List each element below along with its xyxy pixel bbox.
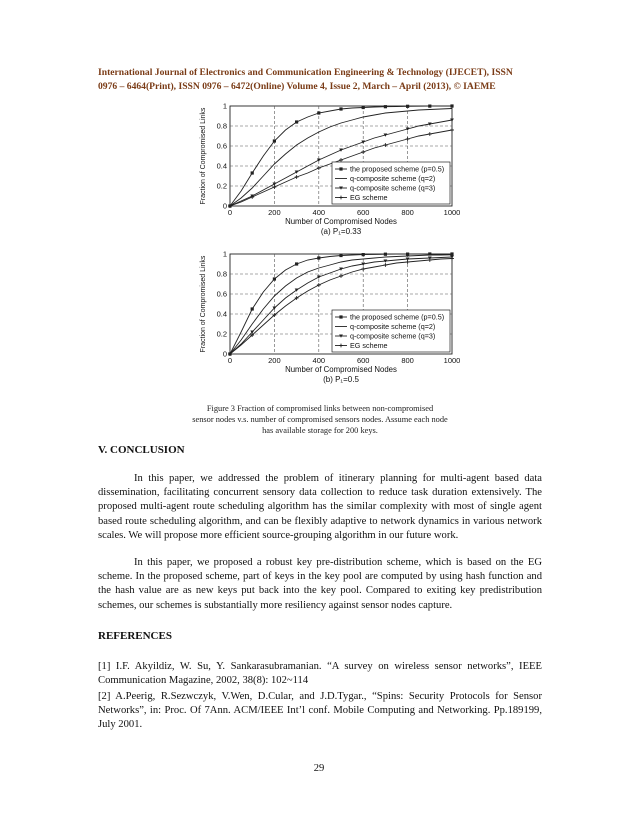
figure-caption — [170, 403, 470, 436]
data-point — [317, 111, 320, 114]
data-point — [362, 106, 365, 109]
reference-2: [2] A.Peerig, R.Sezwczyk, V.Wen, D.Cular, and J.D.Tygar., “Spins: Security Protocols for Sensor Networks”, in: Proc. Of 7Ann. ACM/IEEE Int’l conf. Mobile Computing and Networking. Pp.189199, July 2001. — [98, 691, 542, 731]
data-point — [362, 253, 365, 256]
page-number: 29 — [313, 763, 325, 774]
legend-item — [335, 322, 435, 331]
x-axis-label: Number of Compromised Nodes — [285, 217, 397, 226]
y-axis-label: Fraction of Compromised Links — [200, 255, 207, 353]
x-tick-label: 600 — [356, 208, 370, 217]
data-point — [384, 105, 387, 108]
legend-item — [335, 313, 444, 322]
conclusion-paragraph-1: In this paper, we addressed the problem of itinerary planning for multi-agent based data dissemination, facilitating concurrent sensory data collection to reduce task duration extensively. The proposed multi-agent route scheduling algorithm has the similar complexity with most of single agent based route scheduling algorithm, and can be flexibly adaptive to network dynamics in various network scales. We will propose more efficient source-grouping algorithm in our future work. — [98, 473, 542, 541]
figure-caption-line-3: has available storage for 200 keys. — [262, 426, 378, 435]
y-tick-label: 0.6 — [216, 141, 227, 151]
y-axis-label: Fraction of Compromised Links — [200, 107, 207, 205]
y-tick-label: 0.4 — [216, 161, 227, 171]
reference-1: [1] I.F. Akyildiz, W. Su, Y. Sankarasubramanian. “A survey on wireless sensor networks”, IEEE Communication Magazine, 2002, 38(8): 102~114 — [98, 661, 542, 687]
legend-label: q-composite scheme (q=2) — [350, 322, 436, 332]
legend-label: q-composite scheme (q=3) — [350, 183, 436, 193]
conclusion-paragraph-2: In this paper, we proposed a robust key pre-distribution scheme, which is based on the EG scheme. In the proposed scheme, part of keys in the key pool are computed by using hash function and the hash value are as new keys put back into the key pool. Compared to exiting key predistribution schemes, our schemes is substantially more resiliency against sensor nodes capture. — [98, 557, 542, 611]
x-tick-label: 200 — [268, 356, 281, 365]
x-tick-label: 400 — [312, 356, 326, 365]
panel-label: (a) P₁=0.33 — [320, 227, 362, 236]
y-tick-label: 0.6 — [216, 289, 227, 299]
figure-caption-line-1: Figure 3 Fraction of compromised links between non-compromised — [206, 404, 434, 413]
chart-b — [196, 248, 470, 388]
legend-label: the proposed scheme (p=0.5) — [350, 164, 445, 174]
data-point — [406, 253, 409, 256]
data-point — [428, 105, 431, 108]
y-tick-label: 0.2 — [216, 181, 227, 191]
data-point — [251, 307, 254, 310]
x-tick-label: 600 — [356, 356, 370, 365]
legend-label: EG scheme — [350, 341, 388, 351]
y-tick-label: 1 — [222, 249, 227, 259]
y-tick-label: 0 — [222, 349, 227, 359]
y-tick-label: 0.2 — [216, 329, 227, 339]
x-tick-label: 0 — [227, 356, 233, 365]
journal-header — [98, 66, 542, 94]
x-tick-label: 800 — [401, 356, 414, 365]
data-point — [339, 315, 342, 318]
legend — [332, 162, 450, 204]
legend-item — [335, 174, 435, 183]
data-point — [295, 262, 298, 265]
x-tick-label: 200 — [268, 208, 281, 217]
legend-label: the proposed scheme (p=0.5) — [350, 312, 445, 322]
data-point — [273, 277, 276, 280]
legend-label: EG scheme — [350, 193, 388, 203]
data-point — [273, 139, 276, 142]
data-point — [406, 105, 409, 108]
x-tick-label: 1000 — [443, 208, 461, 217]
data-point — [251, 171, 254, 174]
y-tick-label: 0 — [222, 201, 227, 211]
journal-header-line-1: International Journal of Electronics and Communication Engineering & Technology (IJECET), ISSN — [98, 67, 513, 78]
x-tick-label: 0 — [227, 208, 233, 217]
x-axis-label: Number of Compromised Nodes — [285, 365, 397, 374]
data-point — [450, 104, 453, 107]
x-tick-label: 400 — [312, 208, 326, 217]
y-tick-label: 0.8 — [216, 269, 227, 279]
data-point — [339, 254, 342, 257]
references-heading: REFERENCES — [98, 630, 172, 642]
chart-a — [196, 100, 470, 240]
x-tick-label: 800 — [401, 208, 414, 217]
conclusion-heading: V. CONCLUSION — [98, 444, 185, 456]
legend-item — [335, 184, 435, 193]
data-point — [339, 107, 342, 110]
legend — [332, 310, 450, 352]
x-tick-label: 1000 — [443, 356, 461, 365]
data-point — [317, 256, 320, 259]
data-point — [384, 253, 387, 256]
figure-caption-line-2: sensor nodes v.s. number of compromised sensors nodes. Assume each node — [192, 415, 448, 424]
data-point — [295, 120, 298, 123]
journal-header-line-2: 0976 – 6464(Print), ISSN 0976 – 6472(Online) Volume 4, Issue 2, March – April (2013), © IAEME — [98, 81, 496, 92]
y-tick-label: 1 — [222, 101, 227, 111]
legend-label: q-composite scheme (q=3) — [350, 331, 436, 341]
data-point — [339, 167, 342, 170]
legend-item — [335, 332, 435, 341]
panel-label: (b) P₁=0.5 — [323, 375, 359, 384]
legend-label: q-composite scheme (q=2) — [350, 174, 436, 184]
y-tick-label: 0.8 — [216, 121, 227, 131]
legend-item — [335, 165, 444, 174]
y-tick-label: 0.4 — [216, 309, 227, 319]
